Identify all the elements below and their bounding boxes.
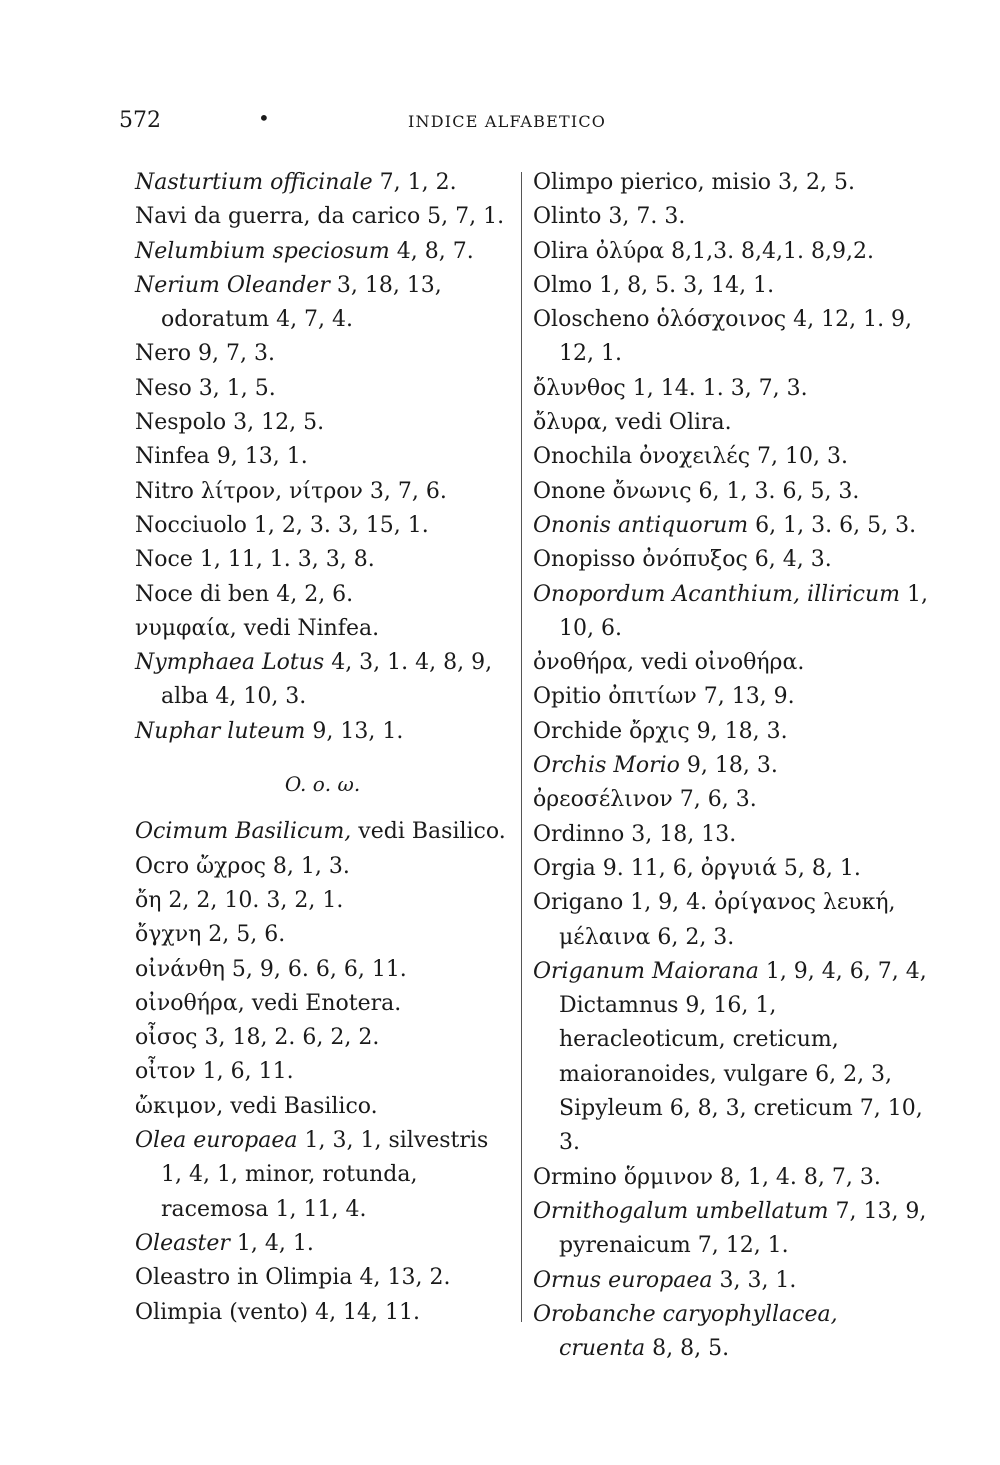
- entry-references: 4, 3, 1. 4, 8, 9, alba 4, 10, 3.: [161, 650, 493, 710]
- entry-headword: Neso: [135, 375, 192, 401]
- entry-headword: Noce: [135, 581, 193, 607]
- entry-headword: Oleaster: [135, 1230, 230, 1256]
- entry-references: ὀνοχειλές 7, 10, 3.: [632, 444, 848, 470]
- entry-headword: οἶτον: [135, 1059, 196, 1085]
- entry-headword: Ninfea: [135, 444, 210, 470]
- entry-headword: Nymphaea Lotus: [135, 650, 325, 676]
- column-divider: [521, 172, 522, 1322]
- index-entry: [135, 987, 510, 1021]
- index-entry: [533, 1195, 928, 1264]
- index-entry: [135, 372, 510, 406]
- entry-references: 4, 8, 7.: [389, 238, 474, 264]
- entry-references: λίτρον, νίτρον 3, 7, 6.: [193, 478, 447, 504]
- entry-headword: Ocro: [135, 853, 190, 879]
- entry-references: ὁλόσχοινος 4, 12, 1. 9, 12, 1.: [559, 307, 913, 367]
- entry-headword: Origano: [533, 890, 624, 916]
- entry-headword: οἰνάνθη: [135, 956, 225, 982]
- entry-references: 3, 12, 5.: [226, 410, 325, 436]
- entry-headword: Noce: [135, 547, 193, 573]
- entry-headword: Orchide: [533, 718, 623, 744]
- entry-references: 8, 8, 5.: [645, 1336, 730, 1362]
- header-separator: •: [258, 106, 270, 130]
- entry-references: 1, 9, 4. ὀρίγανος λευκή, μέλαινα 6, 2, 3.: [559, 890, 896, 950]
- entry-headword: Nelumbium speciosum: [135, 238, 390, 264]
- index-entry: [135, 884, 510, 918]
- entry-headword: ὄλυνθος: [533, 375, 626, 401]
- entry-references: vedi οἰνοθήρα.: [634, 650, 805, 676]
- entry-references: ὀπιτίων 7, 13, 9.: [601, 684, 795, 710]
- entry-references: 2, 2, 10. 3, 2, 1.: [161, 887, 344, 913]
- entry-references: ὄρχις 9, 18, 3.: [622, 718, 788, 744]
- index-entry: [533, 166, 928, 200]
- index-entry: [135, 475, 510, 509]
- entry-references: 9, 13, 1.: [305, 718, 404, 744]
- entry-headword: Onopisso: [533, 547, 636, 573]
- index-entry: [135, 1055, 510, 1089]
- index-entry: [533, 200, 928, 234]
- entry-references: 9, 7, 3.: [191, 341, 275, 367]
- entry-references: (vento) 4, 14, 11.: [222, 1299, 421, 1325]
- entry-headword: Olea europaea: [135, 1128, 298, 1154]
- page-number: 572: [119, 108, 161, 133]
- entry-headword: Ocimum Basilicum,: [135, 819, 352, 845]
- entry-references: 2, 5, 6.: [201, 922, 286, 948]
- index-entry: [135, 166, 510, 200]
- entry-references: vedi Ninfea.: [236, 615, 380, 641]
- index-entry: [135, 815, 510, 849]
- entry-headword: Oloscheno: [533, 307, 650, 333]
- index-column-right: [533, 166, 928, 1366]
- entry-references: 3, 18, 13, odoratum 4, 7, 4.: [161, 272, 442, 333]
- entry-headword: ὄλυρα,: [533, 410, 609, 436]
- index-entry: [533, 372, 928, 406]
- entry-headword: Orchis Morio: [533, 753, 680, 779]
- index-entry: [533, 440, 928, 474]
- entry-references: ὀνόπυξος 6, 4, 3.: [635, 547, 832, 573]
- index-entry: [135, 1021, 510, 1055]
- index-entry: [533, 509, 928, 543]
- entry-headword: οἰνοθήρα,: [135, 990, 245, 1016]
- entry-references: pierico, misio 3, 2, 5.: [613, 170, 855, 195]
- index-entry: [533, 680, 928, 714]
- entry-headword: Olmo: [533, 272, 593, 298]
- entry-headword: Nocciuolo: [135, 512, 247, 538]
- entry-headword: Orgia: [533, 855, 596, 881]
- index-column-left: [135, 166, 510, 1330]
- index-entry: [135, 646, 510, 715]
- entry-references: vedi Basilico.: [223, 1093, 378, 1119]
- index-entry: [135, 200, 510, 234]
- entry-headword: Olinto: [533, 204, 602, 230]
- entry-headword: Ononis antiquorum: [533, 512, 749, 538]
- entry-references: 1, 6, 11.: [195, 1059, 294, 1085]
- index-entry: [135, 235, 510, 269]
- entry-references: 1, 11, 1. 3, 3, 8.: [192, 547, 375, 573]
- index-entry: [135, 612, 510, 646]
- index-entry: [533, 1298, 928, 1367]
- entry-references: 1, 8, 5. 3, 14, 1.: [592, 272, 775, 298]
- entry-headword: Olimpia: [135, 1299, 223, 1325]
- entry-headword: Nerium Oleander: [135, 272, 330, 298]
- index-entry: [135, 269, 510, 338]
- index-entry: [533, 955, 928, 1161]
- index-entry: [135, 406, 510, 440]
- index-entry: [135, 1124, 510, 1227]
- entry-references: di ben 4, 2, 6.: [192, 581, 354, 607]
- entry-references: 5, 9, 6. 6, 6, 11.: [224, 956, 407, 982]
- entry-headword: Onone: [533, 478, 606, 504]
- index-entry: [135, 715, 510, 749]
- entry-headword: ὀνοθήρα,: [533, 650, 635, 676]
- entry-references: 9, 13, 1.: [209, 444, 308, 470]
- entry-references: 9, 18, 3.: [679, 753, 778, 779]
- index-entry: [533, 269, 928, 303]
- entry-references: 7, 1, 2.: [372, 170, 457, 195]
- entry-references: ὅρμινον 8, 1, 4. 8, 7, 3.: [616, 1164, 881, 1190]
- entry-references: ὄνωνις 6, 1, 3. 6, 5, 3.: [605, 478, 860, 504]
- index-entry: [533, 1161, 928, 1195]
- entry-headword: Nero: [135, 341, 192, 367]
- index-entry: [135, 918, 510, 952]
- index-entry: [533, 406, 928, 440]
- entry-headword: Navi: [135, 204, 187, 230]
- entry-references: 9. 11, 6, ὀργυιά 5, 8, 1.: [595, 855, 861, 881]
- index-entry: [135, 953, 510, 987]
- index-entry: [135, 578, 510, 612]
- entry-references: ὀλύρα 8,1,3. 8,4,1. 8,9,2.: [588, 238, 874, 264]
- entry-headword: Oleastro: [135, 1265, 231, 1291]
- page-header: [0, 108, 1000, 138]
- index-entry: [135, 1090, 510, 1124]
- index-entry: [135, 1261, 510, 1295]
- entry-references: 3, 7. 3.: [601, 204, 686, 230]
- entry-references: 1, 3, 1, silvestris 1, 4, 1, minor, rotunda, racemosa 1, 11, 4.: [161, 1128, 489, 1222]
- index-entry: [533, 303, 928, 372]
- entry-headword: οἶσος: [135, 1025, 198, 1051]
- entry-headword: ὤκιμον,: [135, 1093, 224, 1119]
- entry-references: vedi Olira.: [608, 410, 732, 436]
- entry-headword: Nasturtium officinale: [135, 170, 373, 195]
- entry-headword: Ordinno: [533, 821, 625, 847]
- entry-headword: Nuphar luteum: [135, 718, 306, 744]
- entry-headword: ὄγχνη: [135, 922, 202, 948]
- entry-headword: ὀρεοσέλινον: [533, 787, 673, 813]
- entry-references: 3, 18, 13.: [624, 821, 737, 847]
- index-entry: [533, 818, 928, 852]
- index-entry: [135, 850, 510, 884]
- entry-headword: Origanum Maiorana: [533, 958, 759, 984]
- entry-headword: Ornithogalum umbellatum: [533, 1198, 829, 1224]
- entry-headword: ὄη: [135, 887, 162, 913]
- entry-references: 7, 6, 3.: [672, 787, 757, 813]
- index-entry: [533, 886, 928, 955]
- index-entry: [533, 852, 928, 886]
- entry-references: vedi Enotera.: [244, 990, 402, 1016]
- entry-headword: Nitro: [135, 478, 194, 504]
- entry-references: 3, 1, 5.: [191, 375, 276, 401]
- index-entry: [135, 543, 510, 577]
- entry-headword: Olimpo: [533, 170, 614, 195]
- index-entry: [135, 337, 510, 371]
- entry-references: 6, 1, 3. 6, 5, 3.: [748, 512, 917, 538]
- index-entry: [533, 1264, 928, 1298]
- index-entry: [533, 783, 928, 817]
- entry-references: ὤχρος 8, 1, 3.: [189, 853, 350, 879]
- running-title: INDICE ALFABETICO: [408, 112, 607, 131]
- entry-headword: Onopordum Acanthium, illiricum: [533, 581, 901, 607]
- entry-headword: Opitio: [533, 684, 602, 710]
- entry-references: 1, 9, 4, 6, 7, 4, Dictamnus 9, 16, 1, heracleoticum, creticum, maioranoides, vulgare 6, 2, 3, Sipyleum 6, 8, 3, creticum 7, 10, 3.: [559, 958, 927, 1156]
- entry-references: 7, 13, 9, pyrenaicum 7, 12, 1.: [559, 1198, 927, 1259]
- entry-references: 1, 14. 1. 3, 7, 3.: [625, 375, 808, 401]
- index-entry: [135, 1227, 510, 1261]
- entry-headword: Nespolo: [135, 410, 227, 436]
- entry-references: 1, 10, 6.: [559, 581, 928, 641]
- entry-references: vedi Basilico.: [351, 819, 506, 845]
- index-entry: [135, 509, 510, 543]
- entry-headword: Orobanche caryophyllacea, cruenta: [533, 1301, 838, 1362]
- index-entry: [533, 646, 928, 680]
- entry-headword: νυμφαία,: [135, 615, 237, 641]
- entry-references: 1, 4, 1.: [229, 1230, 314, 1256]
- index-entry: [533, 235, 928, 269]
- entry-references: in Olimpia 4, 13, 2.: [230, 1265, 451, 1291]
- index-entry: [533, 475, 928, 509]
- index-entry: [533, 749, 928, 783]
- entry-headword: Onochila: [533, 444, 633, 470]
- entry-headword: Ormino: [533, 1164, 617, 1190]
- entry-headword: Olira: [533, 238, 589, 264]
- entry-references: 1, 2, 3. 3, 15, 1.: [246, 512, 429, 538]
- entry-headword: Ornus europaea: [533, 1267, 713, 1293]
- section-heading: O. ο. ω.: [284, 772, 361, 797]
- index-entry: [533, 715, 928, 749]
- entry-references: 3, 3, 1.: [712, 1267, 797, 1293]
- index-entry: [135, 1296, 510, 1330]
- index-entry: [135, 440, 510, 474]
- index-entry: [533, 543, 928, 577]
- entry-references: 3, 18, 2. 6, 2, 2.: [197, 1025, 380, 1051]
- index-entry: [533, 578, 928, 647]
- entry-references: da guerra, da carico 5, 7, 1.: [186, 204, 505, 230]
